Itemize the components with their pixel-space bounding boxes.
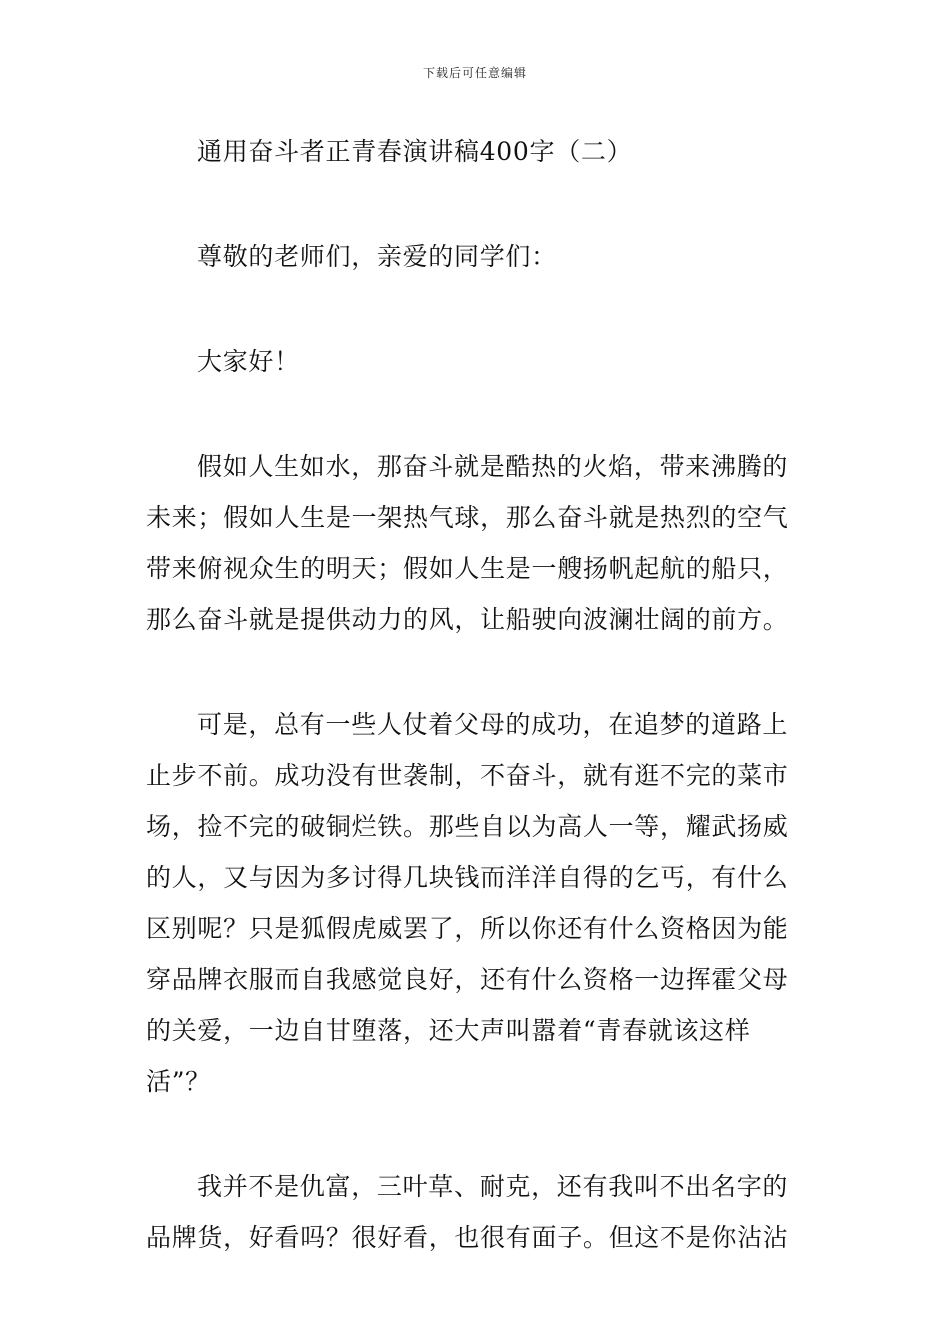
paragraph-line: 的人，又与因为多讨得几块钱而洋洋自得的乞丐，有什么	[146, 863, 789, 892]
paragraph-2	[146, 699, 810, 1107]
paragraph-line: 场，捡不完的破铜烂铁。那些自以为高人一等，耀武扬威	[146, 812, 789, 841]
header-note: 下载后可任意编辑	[422, 66, 527, 80]
paragraph-line: 未来；假如人生是一架热气球，那么奋斗就是热烈的空气	[146, 503, 789, 532]
paragraph-gap	[146, 645, 810, 699]
paragraph-line: 的关爱，一边自甘堕落，还大声叫嚣着“青春就该这样	[146, 1016, 751, 1045]
paragraph-line: 带来俯视众生的明天；假如人生是一艘扬帆起航的船只，	[146, 554, 789, 583]
paragraph-gap	[146, 1107, 810, 1161]
paragraph-gap	[146, 387, 810, 441]
paragraph-line: 我并不是仇富，三叶草、耐克，还有我叫不出名字的	[197, 1172, 789, 1201]
paragraph-gap	[146, 282, 810, 336]
paragraph-line: 那么奋斗就是提供动力的风，让船驶向波澜壮阔的前方。	[146, 605, 789, 634]
paragraph-line: 穿品牌衣服而自我感觉良好，还有什么资格一边挥霍父母	[146, 965, 789, 994]
paragraph-line: 活”？	[146, 1067, 211, 1096]
paragraph-line: 止步不前。成功没有世袭制，不奋斗，就有逛不完的菜市	[146, 761, 789, 790]
paragraph-gap	[146, 177, 810, 231]
document-body	[146, 126, 810, 1263]
paragraph-3	[146, 1161, 810, 1263]
paragraph-line: 品牌货，好看吗？很好看，也很有面子。但这不是你沾沾	[146, 1223, 789, 1252]
greeting: 大家好！	[197, 347, 300, 376]
document-title: 通用奋斗者正青春演讲稿400字（二）	[197, 137, 633, 166]
paragraph-line: 假如人生如水，那奋斗就是酷热的火焰，带来沸腾的	[197, 452, 789, 481]
paragraph-1	[146, 441, 810, 645]
paragraph-line: 可是，总有一些人仗着父母的成功，在追梦的道路上	[197, 710, 789, 739]
paragraph-line: 区别呢？只是狐假虎威罢了，所以你还有什么资格因为能	[146, 914, 789, 943]
salutation: 尊敬的老师们，亲爱的同学们：	[197, 242, 557, 271]
